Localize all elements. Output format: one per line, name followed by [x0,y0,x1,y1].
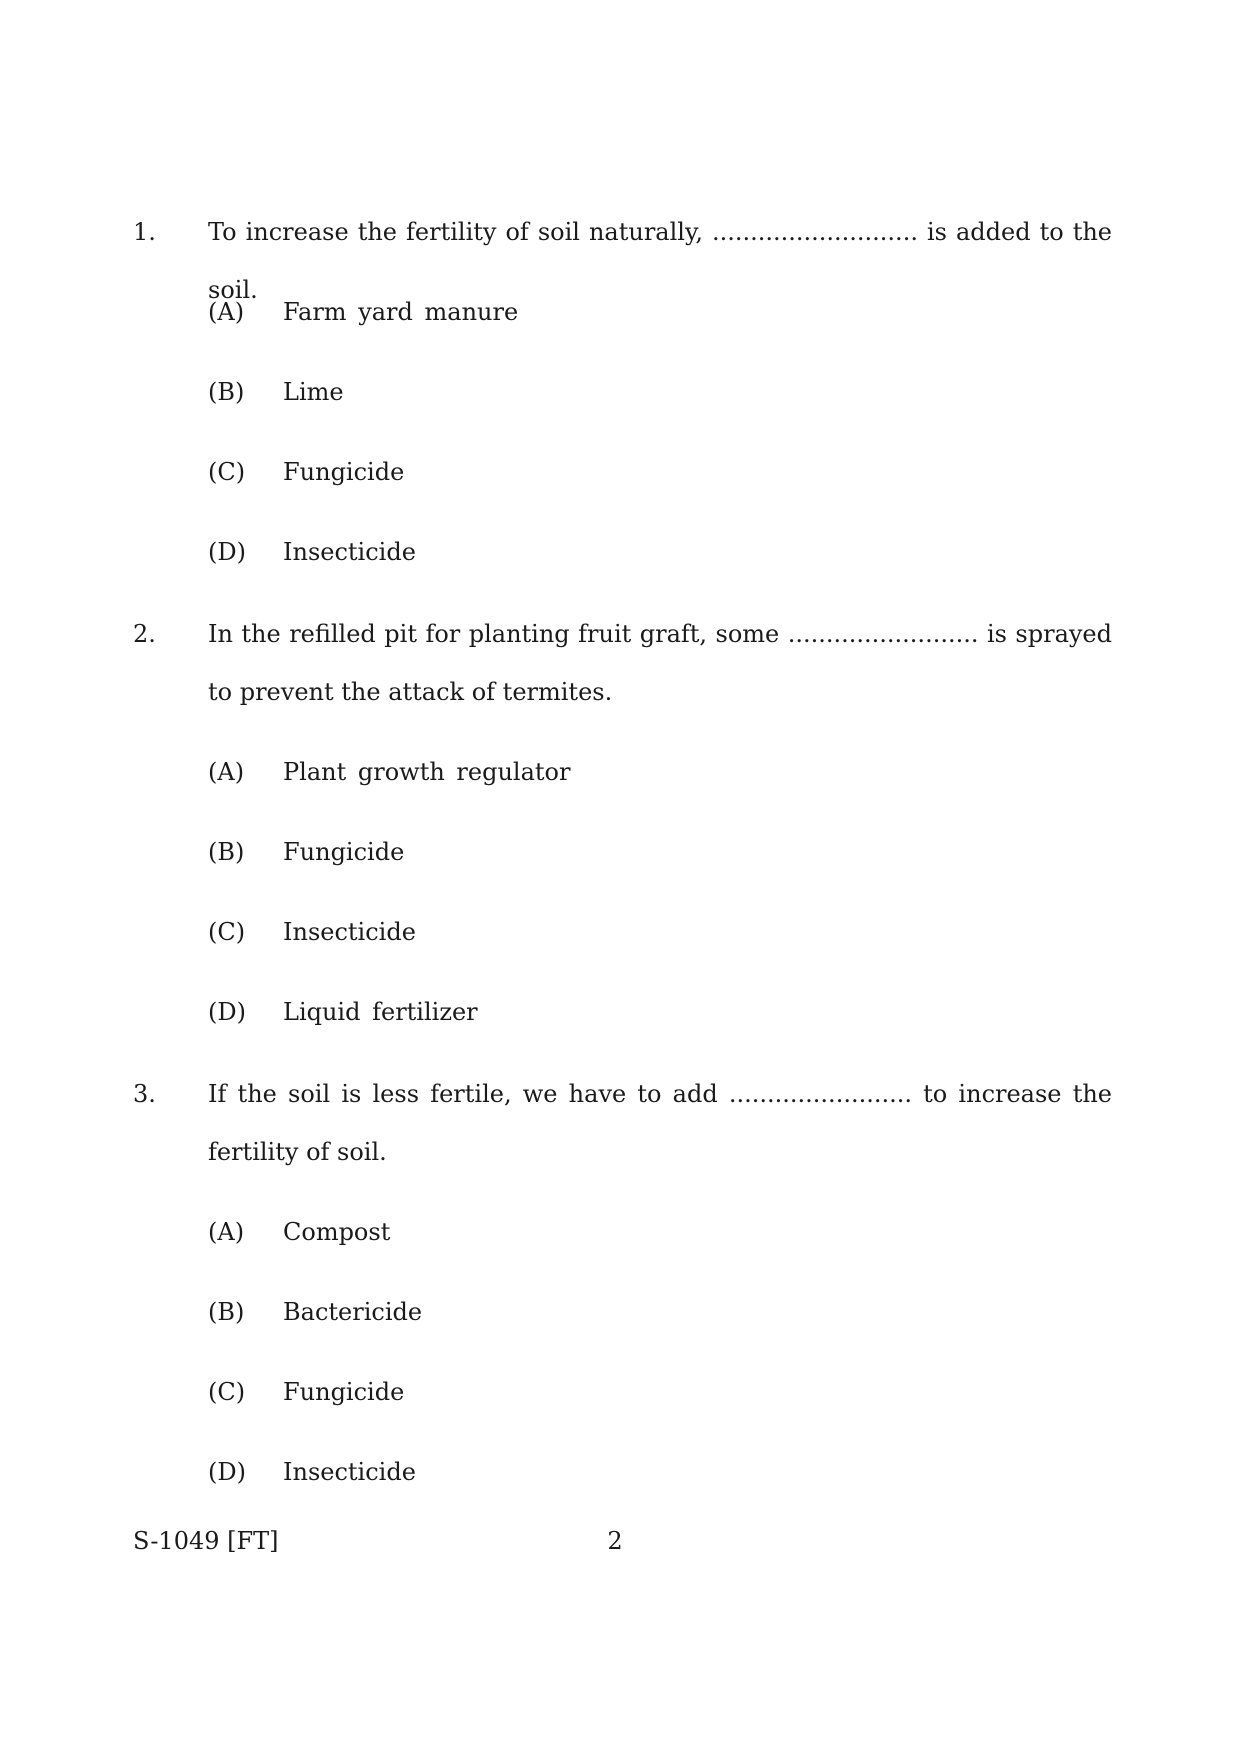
question-number: 2. [133,620,156,648]
option-text: Farm yard manure [283,298,519,326]
option-text: Fungicide [283,458,405,486]
option-text: Insecticide [283,918,416,946]
page-number: 2 [607,1527,623,1555]
option-letter: (B) [208,1298,245,1326]
option-letter: (D) [208,1458,246,1486]
option-b [0,372,1240,412]
option-text: Bactericide [283,1298,423,1326]
option-letter: (C) [208,1378,246,1406]
option-text: Insecticide [283,538,416,566]
option-letter: (D) [208,998,246,1026]
option-letter: (A) [208,298,245,326]
question-text: If the soil is less fertile, we have to add ........................ to increase the fertility of soil. [208,1080,1112,1166]
option-text: Lime [283,378,344,406]
option-text: Liquid fertilizer [283,998,478,1026]
option-letter: (A) [208,758,245,786]
question-number: 1. [133,218,156,246]
option-text: Compost [283,1218,391,1246]
option-c [0,912,1240,952]
option-d [0,532,1240,572]
option-c [0,1372,1240,1412]
option-letter: (D) [208,538,246,566]
option-letter: (A) [208,1218,245,1246]
option-text: Insecticide [283,1458,416,1486]
question-number: 3. [133,1080,156,1108]
option-a [0,1212,1240,1252]
option-b [0,832,1240,872]
option-d [0,1452,1240,1492]
option-a [0,292,1240,332]
question-text: To increase the fertility of soil naturally, ........................... is added to the soil. [208,218,1112,304]
option-d [0,992,1240,1032]
option-text: Fungicide [283,838,405,866]
option-c [0,452,1240,492]
question-text: In the refilled pit for planting fruit graft, some ......................... is sprayed to prevent the attack of termites. [208,620,1112,706]
option-letter: (C) [208,918,246,946]
option-text: Plant growth regulator [283,758,571,786]
paper-code: S-1049 [FT] [133,1527,279,1555]
option-letter: (B) [208,378,245,406]
option-letter: (B) [208,838,245,866]
option-a [0,752,1240,792]
option-letter: (C) [208,458,246,486]
option-b [0,1292,1240,1332]
option-text: Fungicide [283,1378,405,1406]
